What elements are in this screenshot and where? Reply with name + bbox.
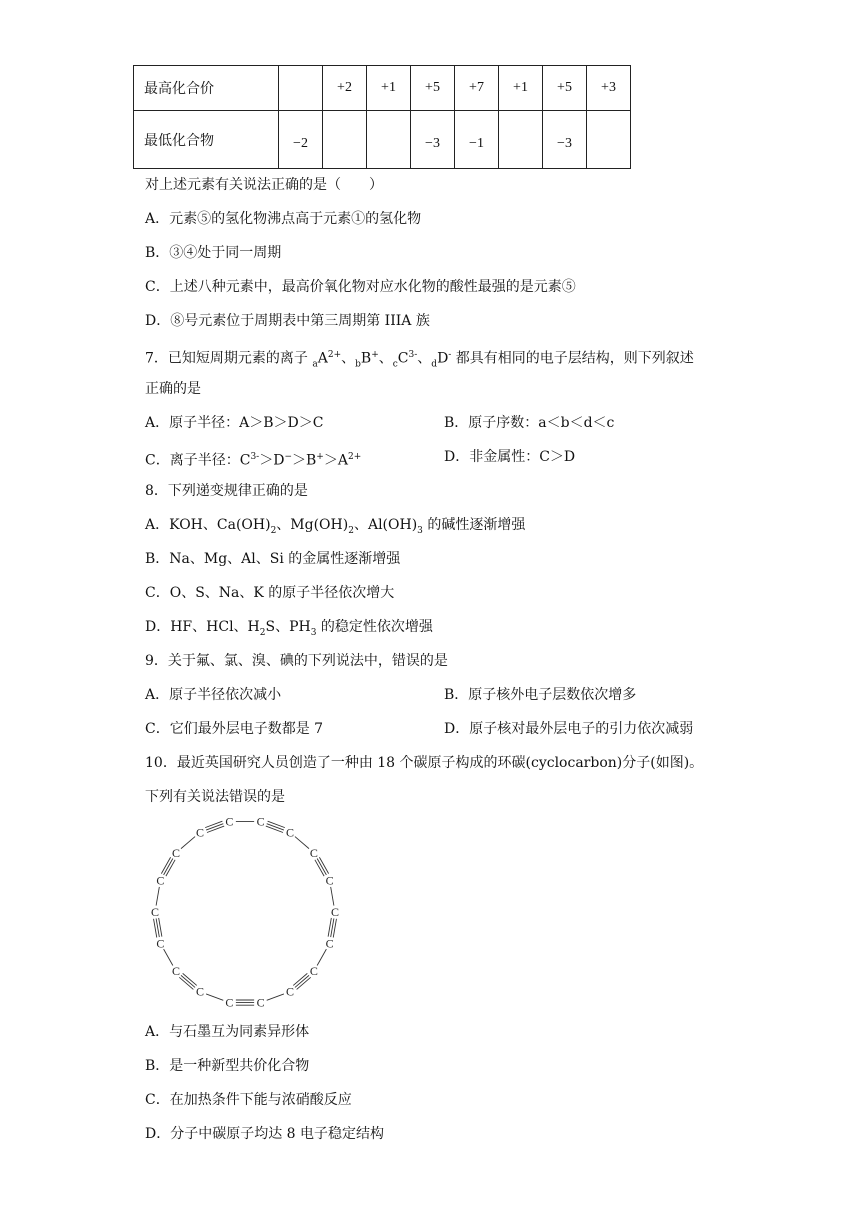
q6-option-d: D．⑧号元素位于周期表中第三周期第 IIIA 族 xyxy=(145,313,430,329)
carbon-atom-label: C xyxy=(325,936,334,951)
q6-option-b: B．③④处于同一周期 xyxy=(145,245,282,261)
carbon-atom-label: C xyxy=(285,984,295,999)
q7-stem-text: 都具有相同的电子层结构，则下列叙述 xyxy=(451,350,694,367)
carbon-atom-label: C xyxy=(150,905,160,919)
q9-option-a: A．原子半径依次减小 xyxy=(145,687,282,703)
ion-symbol: C xyxy=(397,350,409,367)
table-cell: +2 xyxy=(323,66,367,111)
q7-option-b: B．原子序数：a＜b＜d＜c xyxy=(444,415,615,431)
carbon-atom-label: C xyxy=(256,814,265,829)
triple-bond xyxy=(205,821,222,827)
carbon-atom-label: C xyxy=(309,845,318,860)
q8-option-c: C．O、S、Na、K 的原子半径依次增大 xyxy=(145,585,395,601)
single-bond xyxy=(267,994,284,1000)
table-cell: +7 xyxy=(455,66,499,111)
triple-bond xyxy=(267,824,284,830)
q10-stem: 10．最近英国研究人员创造了一种由 18 个碳原子构成的环碳(cyclocarbon)分子(如图)。 xyxy=(145,755,704,771)
q10-option-a: A．与石墨互为同素异形体 xyxy=(145,1024,310,1040)
option-text: 的碱性逐渐增强 xyxy=(422,517,526,533)
subscript: 2 xyxy=(348,525,354,536)
q8-option-d xyxy=(145,617,433,643)
triple-bond xyxy=(181,975,195,987)
q10-option-c: C．在加热条件下能与浓硝酸反应 xyxy=(145,1092,352,1108)
triple-bond xyxy=(179,977,193,989)
q7-stem-cont: 正确的是 xyxy=(145,381,201,397)
q9-option-d: D．原子核对最外层电子的引力依次减弱 xyxy=(444,721,694,737)
carbon-atom-label: C xyxy=(330,905,340,919)
ion-subscript: a xyxy=(312,359,318,370)
subscript: 3 xyxy=(417,525,423,536)
carbon-atom-label: C xyxy=(309,964,318,979)
table-cell xyxy=(499,111,543,169)
single-bond xyxy=(181,837,195,849)
option-text: A．KOH、Ca(OH) xyxy=(145,517,271,533)
option-text: S、PH xyxy=(265,619,311,635)
cell-value: −1 xyxy=(469,135,484,151)
ion-charge: 2+ xyxy=(347,452,362,462)
q10-option-d: D．分子中碳原子均达 8 电子稳定结构 xyxy=(145,1126,385,1142)
ion-charge: + xyxy=(316,452,324,462)
ion-charge: - xyxy=(448,350,452,360)
ion-symbol: B xyxy=(360,350,372,367)
triple-bond xyxy=(295,975,309,987)
triple-bond xyxy=(297,977,311,989)
triple-bond xyxy=(268,821,285,827)
q7-stem: 7．已知短周期元素的离子 $_aA^{2+}$、$_b$B+、$_cC^{3-}$、$_d$D- 都具有相同的电子层结构，则下列叙述 xyxy=(145,350,694,370)
ion-charge: − xyxy=(284,452,292,462)
table-cell xyxy=(455,111,499,169)
cell-value: −2 xyxy=(293,135,308,151)
ion-subscript: c xyxy=(392,359,398,370)
table-cell: +1 xyxy=(367,66,411,111)
option-text: 的稳定性依次增强 xyxy=(316,619,433,635)
option-text: ＞B xyxy=(292,452,317,469)
single-bond xyxy=(331,887,334,906)
single-bond xyxy=(164,949,173,965)
q9-option-c: C．它们最外层电子数都是 7 xyxy=(145,721,324,737)
q9-option-b: B．原子核外电子层数依次增多 xyxy=(444,687,637,703)
option-text: 、Al(OH) xyxy=(353,517,418,533)
option-text: 、Mg(OH) xyxy=(276,517,349,533)
q8-stem: 8．下列递变规律正确的是 xyxy=(145,483,308,499)
table-cell xyxy=(411,111,455,169)
table-cell xyxy=(279,111,323,169)
carbon-atom-label: C xyxy=(195,825,205,840)
single-bond xyxy=(156,887,159,906)
carbon-atom-label: C xyxy=(172,845,181,860)
carbon-atom-label: C xyxy=(256,995,265,1010)
carbon-atom-label: C xyxy=(156,936,165,951)
q8-option-b: B．Na、Mg、Al、Si 的金属性逐渐增强 xyxy=(145,551,401,567)
carbon-atom-label: C xyxy=(225,814,234,829)
ion-charge: 3- xyxy=(408,350,418,360)
option-text: C．离子半径：C xyxy=(145,452,251,469)
option-text: D．HF、HCl、H xyxy=(145,619,260,635)
option-text: ＞A xyxy=(323,452,348,469)
table-row xyxy=(134,66,631,111)
cell-value: −3 xyxy=(425,135,440,151)
q6-option-a: A．元素⑤的氢化物沸点高于元素①的氢化物 xyxy=(145,211,422,227)
row-header: 最低化合物 xyxy=(134,111,279,169)
table-cell xyxy=(279,66,323,111)
table-cell: +5 xyxy=(543,66,587,111)
q9-stem: 9．关于氟、氯、溴、碘的下列说法中，错误的是 xyxy=(145,653,448,669)
option-text: ＞D xyxy=(259,452,285,469)
table-cell: +5 xyxy=(411,66,455,111)
table-row xyxy=(134,111,631,169)
single-bond xyxy=(317,949,326,965)
carbon-atom-label: C xyxy=(195,984,205,999)
q10-stem-cont: 下列有关说法错误的是 xyxy=(145,789,285,805)
carbon-atom-label: C xyxy=(285,825,295,840)
valence-table xyxy=(133,65,631,169)
q7-option-d: D．非金属性：C＞D xyxy=(444,449,576,465)
q8-option-a xyxy=(145,515,525,541)
row-header: 最高化合价 xyxy=(134,66,279,111)
q7-option-a: A．原子半径：A＞B＞D＞C xyxy=(145,415,324,431)
carbon-atom-label: C xyxy=(225,995,234,1010)
ion-subscript: d xyxy=(431,359,438,370)
ion-symbol: A xyxy=(317,350,328,367)
table-cell xyxy=(587,111,631,169)
table-cell: +3 xyxy=(587,66,631,111)
cell-value: −3 xyxy=(557,135,572,151)
carbon-atom-label: C xyxy=(172,964,181,979)
triple-bond xyxy=(206,824,223,830)
triple-bond xyxy=(266,826,283,832)
triple-bond xyxy=(293,973,307,985)
q6-option-c: C．上述八种元素中，最高价氧化物对应水化物的酸性最强的是元素⑤ xyxy=(145,279,576,295)
subscript: 2 xyxy=(270,525,277,536)
single-bond xyxy=(295,837,309,849)
subscript: 2 xyxy=(259,627,266,638)
carbon-atom-label: C xyxy=(156,873,165,888)
q6-stem: 对上述元素有关说法正确的是（ ） xyxy=(145,177,383,193)
q7-stem-text: 7．已知短周期元素的离子 xyxy=(145,350,313,367)
cyclocarbon-ring-diagram xyxy=(130,808,360,1018)
table-cell: +1 xyxy=(499,66,543,111)
ion-charge: 2+ xyxy=(327,350,342,360)
table-cell xyxy=(323,111,367,169)
ion-charge: + xyxy=(371,350,379,360)
table-cell xyxy=(367,111,411,169)
q7-option-c xyxy=(145,447,361,471)
ion-symbol: D xyxy=(437,350,449,367)
q10-option-b: B．是一种新型共价化合物 xyxy=(145,1058,310,1074)
triple-bond xyxy=(183,973,197,985)
triple-bond xyxy=(207,826,224,832)
ion-charge: 3- xyxy=(250,452,260,462)
ion-subscript: b xyxy=(355,359,361,370)
carbon-atom-label: C xyxy=(325,873,334,888)
subscript: 3 xyxy=(310,627,317,638)
table-cell xyxy=(543,111,587,169)
single-bond xyxy=(206,994,223,1000)
